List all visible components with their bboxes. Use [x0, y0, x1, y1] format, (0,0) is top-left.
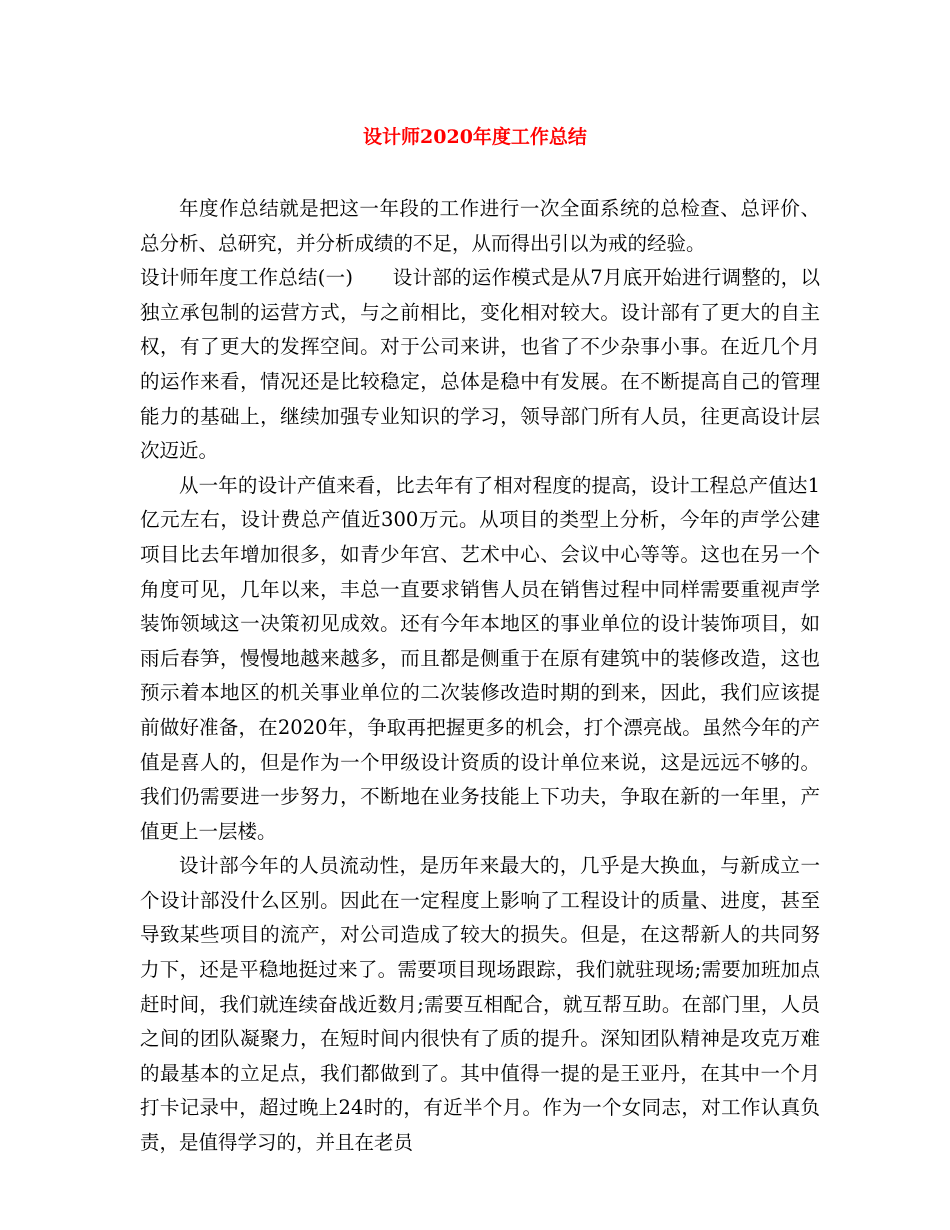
document-body — [140, 192, 820, 1161]
paragraph-staff-turnover: 设计部今年的人员流动性，是历年来最大的，几乎是大换血，与新成立一个设计部没什么区别。因此在一定程度上影响了工程设计的质量、进度，甚至导致某些项目的流产，对公司造成了较大的损失。但是，在这帮新人的共同努力下，还是平稳地挺过来了。需要项目现场跟踪，我们就驻现场;需要加班加点赶时间，我们就连续奋战近数月;需要互相配合，就互帮互助。在部门里，人员之间的团队凝聚力，在短时间内很快有了质的提升。深知团队精神是攻克万难的最基本的立足点，我们都做到了。其中值得一提的是王亚丹，在其中一个月打卡记录中，超过晚上24时的，有近半个月。作为一个女同志，对工作认真负责，是值得学习的，并且在老员 — [140, 854, 820, 1155]
paragraph-output-value: 从一年的设计产值来看，比去年有了相对程度的提高，设计工程总产值达1亿元左右，设计费总产值近300万元。从项目的类型上分析，今年的声学公建项目比去年增加很多，如青少年宫、艺术中心、会议中心等等。这也在另一个角度可见，几年以来，丰总一直要求销售人员在销售过程中同样需要重视声学装饰领域这一决策初见成效。还有今年本地区的事业单位的设计装饰项目，如雨后春笋，慢慢地越来越多，而且都是侧重于在原有建筑中的装修改造，这也预示着本地区的机关事业单位的二次装修改造时期的到来，因此，我们应该提前做好准备，在2020年，争取再把握更多的机会，打个漂亮战。虽然今年的产值是喜人的，但是作为一个甲级设计资质的设计单位来说，这是远远不够的。我们仍需要进一步努力，不断地在业务技能上下功夫，争取在新的一年里，产值更上一层楼。 — [140, 473, 820, 843]
paragraph-intro: 年度作总结就是把这一年段的工作进行一次全面系统的总检查、总评价、总分析、总研究，并分析成绩的不足，从而得出引以为戒的经验。 — [140, 197, 820, 255]
document-title: 设计师2020年度工作总结 — [363, 126, 587, 148]
paragraph-section-one: 设计师年度工作总结(一) 设计部的运作模式是从7月底开始进行调整的，以独立承包制的运营方式，与之前相比，变化相对较大。设计部有了更大的自主权，有了更大的发挥空间。对于公司来讲，也省了不少杂事小事。在近几个月的运作来看，情况还是比较稳定，总体是稳中有发展。在不断提高自己的管理能力的基础上，继续加强专业知识的学习，领导部门所有人员，往更高设计层次迈近。 — [140, 266, 820, 463]
